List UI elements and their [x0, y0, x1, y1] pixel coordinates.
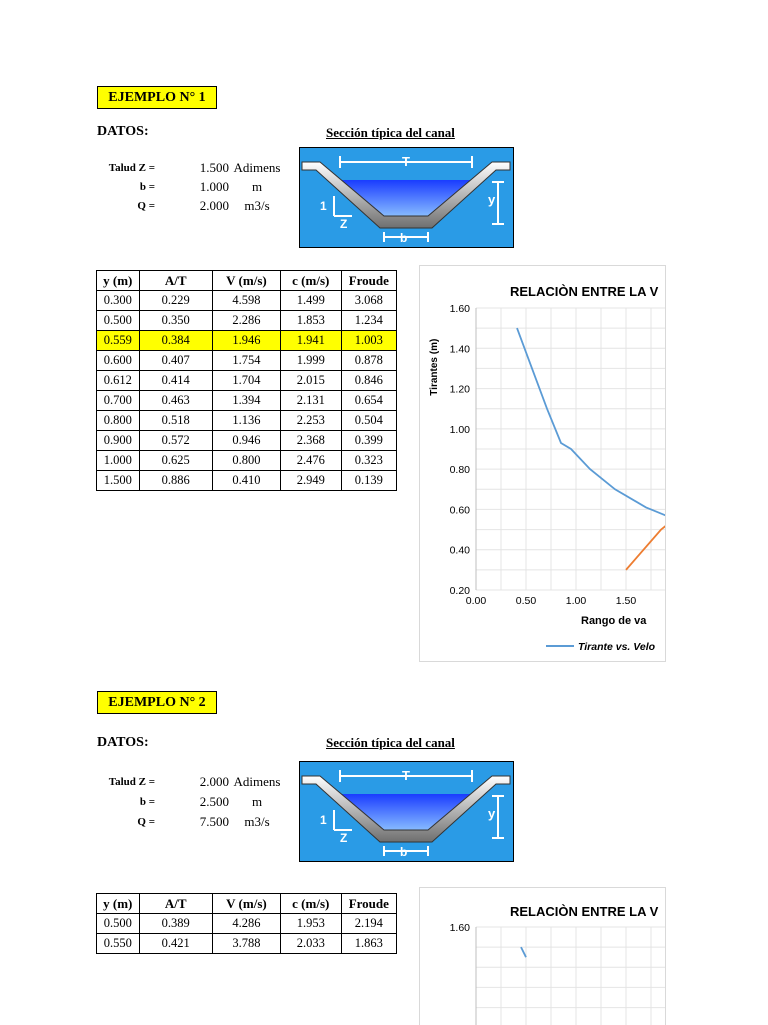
- section-title-1: Sección típica del canal: [326, 125, 455, 140]
- table-header: Froude: [341, 894, 396, 914]
- y-tick-label: 1.40: [449, 343, 470, 356]
- table-cell: 0.800: [97, 411, 140, 431]
- y-tick-label: 1.00: [449, 423, 470, 436]
- table-row: [97, 451, 397, 471]
- y-tick-label: 0.40: [449, 544, 470, 557]
- table-cell: 0.323: [341, 451, 396, 471]
- table-cell: 0.229: [139, 291, 212, 311]
- table-cell: 2.286: [212, 311, 280, 331]
- y-tick-label: 1.60: [449, 303, 470, 315]
- table-cell: 2.033: [280, 934, 341, 954]
- results-table-2: [96, 893, 397, 954]
- table-cell: 3.068: [341, 291, 396, 311]
- table-cell: 0.421: [139, 934, 212, 954]
- y-tick-label: 0.20: [449, 585, 470, 597]
- table-cell: 0.612: [97, 371, 140, 391]
- table-cell: 1.754: [212, 351, 280, 371]
- table-cell: 1.946: [212, 331, 280, 351]
- table-cell: 0.407: [139, 351, 212, 371]
- datos-label-2: DATOS:: [97, 735, 149, 750]
- param-q-label: Q =: [137, 200, 155, 212]
- table-cell: 0.550: [97, 934, 140, 954]
- diagram-2-label-T: T: [402, 768, 410, 783]
- legend-label: Tirante vs. Velo: [578, 641, 656, 653]
- table-cell: 2.131: [280, 391, 341, 411]
- table-cell: 0.410: [212, 471, 280, 491]
- table-cell: 1.704: [212, 371, 280, 391]
- table-cell: 0.350: [139, 311, 212, 331]
- y-tick-label: 1.60: [449, 922, 470, 934]
- param-z-value: 1.500: [199, 160, 229, 175]
- table-cell: 1.941: [280, 331, 341, 351]
- table-cell: 1.500: [97, 471, 140, 491]
- table-header: c (m/s): [280, 271, 341, 291]
- table-header: A/T: [139, 894, 212, 914]
- table-cell: 0.414: [139, 371, 212, 391]
- table-cell: 0.139: [341, 471, 396, 491]
- diagram-label-y: y: [488, 192, 496, 207]
- param-z-label-2: Talud Z =: [108, 776, 155, 788]
- table-cell: 2.194: [341, 914, 396, 934]
- table-cell: 1.136: [212, 411, 280, 431]
- x-tick-label: 0.50: [515, 595, 537, 607]
- table-cell: 1.853: [280, 311, 341, 331]
- y-axis-label: Tirantes (m): [429, 338, 440, 396]
- x-tick-label: 1.50: [615, 595, 637, 607]
- table-cell: 1.000: [97, 451, 140, 471]
- table-cell: 1.394: [212, 391, 280, 411]
- table-header: V (m/s): [212, 271, 280, 291]
- param-q-value-2: 7.500: [199, 814, 229, 829]
- diagram-label-T: T: [402, 154, 410, 169]
- table-row: [97, 411, 397, 431]
- diagram-2-label-y: y: [488, 806, 496, 821]
- table-cell: 0.384: [139, 331, 212, 351]
- table-header: y (m): [97, 271, 140, 291]
- table-row: [97, 351, 397, 371]
- table-row: [97, 311, 397, 331]
- table-cell: 0.654: [341, 391, 396, 411]
- table-cell: 1.863: [341, 934, 396, 954]
- param-b-label: b =: [139, 181, 155, 193]
- table-cell: 0.559: [97, 331, 140, 351]
- params-1: [97, 160, 297, 220]
- table-cell: 3.788: [212, 934, 280, 954]
- param-b-value-2: 2.500: [199, 794, 229, 809]
- table-cell: 0.389: [139, 914, 212, 934]
- example-1-label: EJEMPLO N° 1: [97, 86, 217, 109]
- results-table-1: [96, 270, 397, 491]
- table-header: A/T: [139, 271, 212, 291]
- table-header: V (m/s): [212, 894, 280, 914]
- table-cell: 0.500: [97, 311, 140, 331]
- param-q-unit: m3/s: [244, 198, 270, 213]
- table-cell: 2.253: [280, 411, 341, 431]
- table-cell: 0.300: [97, 291, 140, 311]
- diagram-2-label-Z: Z: [340, 831, 348, 845]
- table-cell: 0.463: [139, 391, 212, 411]
- table-cell: 1.003: [341, 331, 396, 351]
- table-cell: 0.946: [212, 431, 280, 451]
- diagram-label-Z: Z: [340, 217, 348, 231]
- param-z-label: Talud Z =: [108, 162, 155, 174]
- table-cell: 0.900: [97, 431, 140, 451]
- table-cell: 4.286: [212, 914, 280, 934]
- table-cell: 1.499: [280, 291, 341, 311]
- table-row: [97, 934, 397, 954]
- table-cell: 2.368: [280, 431, 341, 451]
- y-tick-label: 1.20: [449, 383, 470, 396]
- param-b-value: 1.000: [199, 179, 229, 194]
- table-cell: 0.518: [139, 411, 212, 431]
- param-b-unit: m: [251, 179, 263, 194]
- diagram-2-label-one: 1: [320, 813, 327, 827]
- chart-title: RELACIÒN ENTRE LA V: [510, 284, 659, 299]
- table-cell: 1.953: [280, 914, 341, 934]
- param-z-unit: Adimens: [233, 160, 281, 175]
- table-cell: 0.504: [341, 411, 396, 431]
- table-row: [97, 371, 397, 391]
- param-b-label-2: b =: [139, 796, 155, 808]
- table-cell: 0.600: [97, 351, 140, 371]
- diagram-2-label-b: b: [400, 845, 408, 859]
- param-q-label-2: Q =: [137, 816, 155, 828]
- table-cell: 0.846: [341, 371, 396, 391]
- table-cell: 4.598: [212, 291, 280, 311]
- table-header: Froude: [341, 271, 396, 291]
- y-tick-label: 0.60: [449, 504, 470, 517]
- table-header: c (m/s): [280, 894, 341, 914]
- table-row: [97, 291, 397, 311]
- table-cell: 0.399: [341, 431, 396, 451]
- x-tick-label: 0.00: [465, 595, 487, 607]
- table-row: [97, 914, 397, 934]
- diagram-label-b: b: [400, 231, 408, 245]
- chart-title: RELACIÒN ENTRE LA V: [510, 904, 659, 919]
- param-q-value: 2.000: [199, 198, 229, 213]
- chart-1: [419, 265, 666, 662]
- table-cell: 0.625: [139, 451, 212, 471]
- chart-2: [419, 887, 666, 1025]
- table-row: [97, 331, 397, 351]
- x-axis-label: Rango de va: [581, 615, 647, 627]
- table-cell: 1.999: [280, 351, 341, 371]
- table-row: [97, 391, 397, 411]
- param-b-unit-2: m: [251, 794, 263, 809]
- param-z-unit-2: Adimens: [233, 774, 281, 789]
- table-row: [97, 471, 397, 491]
- table-header: y (m): [97, 894, 140, 914]
- table-cell: 0.886: [139, 471, 212, 491]
- canal-section-diagram-2: [299, 761, 514, 862]
- chart-2-svg: [420, 888, 665, 1025]
- chart-1-svg: [420, 266, 665, 661]
- series-line-1: [626, 518, 665, 570]
- section-title-2: Sección típica del canal: [326, 735, 455, 750]
- params-2: [97, 774, 297, 834]
- table-cell: 0.878: [341, 351, 396, 371]
- table-row: [97, 431, 397, 451]
- table-cell: 0.500: [97, 914, 140, 934]
- param-z-value-2: 2.000: [199, 774, 229, 789]
- y-tick-label: 0.80: [449, 464, 470, 477]
- table-cell: 1.234: [341, 311, 396, 331]
- table-cell: 0.800: [212, 451, 280, 471]
- table-cell: 0.572: [139, 431, 212, 451]
- datos-label-1: DATOS:: [97, 124, 149, 139]
- series-line-0: [521, 947, 526, 957]
- x-tick-label: 1.00: [565, 595, 587, 607]
- example-2-label: EJEMPLO N° 2: [97, 691, 217, 714]
- table-cell: 2.476: [280, 451, 341, 471]
- table-cell: 2.015: [280, 371, 341, 391]
- param-q-unit-2: m3/s: [244, 814, 270, 829]
- canal-section-diagram-1: [299, 147, 514, 248]
- table-cell: 2.949: [280, 471, 341, 491]
- table-cell: 0.700: [97, 391, 140, 411]
- diagram-label-one: 1: [320, 199, 327, 213]
